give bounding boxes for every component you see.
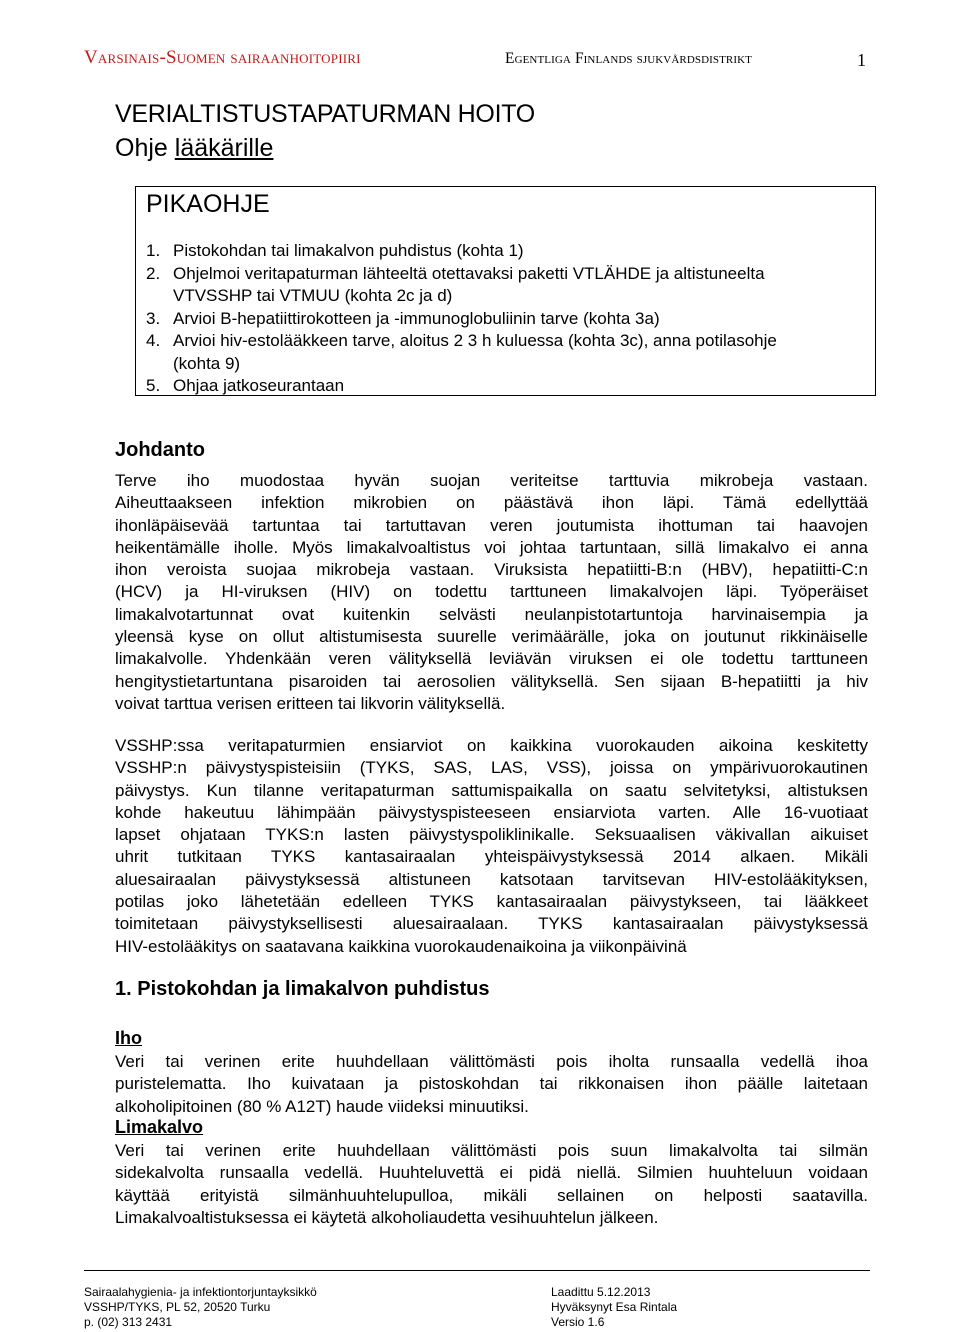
page-number: 1 [857, 50, 866, 70]
footer-divider [84, 1270, 870, 1271]
footer-version-info: Laadittu 5.12.2013 Hyväksynyt Esa Rintala Versio 1.6 [551, 1285, 678, 1329]
skin-paragraph: Veri tai verinen erite huuhdellaan välittömästi pois iholta runsaalla vedellä ihoa puristelematta. Iho kuivataan ja pistoskohdan tai rikkonaisen ihon päälle laitetaan alkoholipitoinen (80 % A12T) haude viideksi minuutiksi. [115, 1052, 868, 1116]
footer-contact: Sairaalahygienia- ja infektiontorjuntayksikkö VSSHP/TYKS, PL 52, 20520 Turku p. (02) 313 2431 [84, 1285, 317, 1329]
intro-heading: Johdanto [115, 439, 205, 461]
skin-heading: Iho [115, 1028, 142, 1048]
quick-guide-item: 3. Arvioi B-hepatiittirokotteen ja -immunoglobuliinin tarve (kohta 3a) [146, 308, 660, 328]
intro-paragraph-1: Terve iho muodostaa hyvän suojan veriteitse tarttuvia mikrobeja vastaan. Aiheuttaakseen infektion mikrobien on päästävä ihon läpi. Tämä edellyttää ihonläpäisevää tartuntaa tai tartuttavan veren joutumista ihottuman tai haavojen heikentämälle iholle. Myös limakalvoaltistus voi johtaa tartuntaan, sillä limakalvo ei anna ihon veroista suojaa mikrobeja vastaan. Viruksista hepatiitti-B:n (HBV), hepatiitti-C:n (HCV) ja HI-viruksen (HIV) on todettu tarttuneen limakalvojen läpi. Työperäiset limakalvotartunnat ovat kuitenkin selvästi neulanpistotartuntoja harvinaisempia ja yleensä kyse on ollut altistumisesta suurelle verimäärälle, joka on joutunut rikkinäiselle limakalvolle. Yhdenkään veren välityksellä leviävän viruksen ei ole todettu tarttuneen hengitystietartuntana pisaroiden tai aerosolien välityksellä. Sen sijaan B-hepatiitti ja hiv voivat tarttua verisen eritteen tai likvorin välityksellä. [115, 471, 868, 713]
subtitle-audience: lääkärille [174, 134, 274, 162]
intro-paragraph-2: VSSHP:ssa veritapaturmien ensiarviot on kaikkina vuorokauden aikoina keskitetty VSSHP:n päivystyspisteisiin (TYKS, SAS, LAS, VSS), joissa on ympärivuorokautinen päivystys. Kun tilanne veritapaturman sattumispaikalla on saatu selvitetyksi, altistuksen kohde hakeutuu lähimpään päivystyspisteeseen ensiarviota varten. Alle 16-vuotiaat lapset ohjataan TYKS:n lasten päivystyspoliklinikalle. Seksuaalisen väkivallan aikuiset uhrit tutkitaan TYKS kantasairaalan yhteispäivystyksessä 2014 alkaen. Mikäli aluesairaalan päivystyksessä altistuneen katsotaan tarvitsevan HIV-estolääkityksen, potilas joko lähetetään edelleen TYKS kantasairaalan päivystykseen, tai lääkkeet toimitetaan päivystyksellisesti aluesairaalaan. TYKS kantasairaalan päivystyksessä HIV-estolääkitys on saatavana kaikkina vuorokaudenaikoina ja viikonpäivinä [115, 736, 868, 956]
organization-header-finnish: Varsinais-Suomen sairaanhoitopiiri [84, 47, 361, 68]
quick-guide-title: PIKAOHJE [146, 190, 270, 218]
document-title: VERIALTISTUSTAPATURMAN HOITO [115, 100, 535, 128]
quick-guide-item: 5. Ohjaa jatkoseurantaan [146, 376, 345, 395]
quick-guide-item: 4. Arvioi hiv-estolääkkeen tarve, aloitus 2 3 h kuluessa (kohta 3c), anna potilasohje (kohta 9) [146, 331, 777, 373]
quick-guide-box [135, 186, 876, 396]
subtitle-prefix: Ohje [115, 134, 175, 162]
organization-header-swedish: Egentliga Finlands sjukvårdsdistrikt [505, 50, 752, 67]
quick-guide-item: 1. Pistokohdan tai limakalvon puhdistus (kohta 1) [146, 241, 524, 260]
quick-guide-item: 2. Ohjelmoi veritapaturman lähteeltä otettavaksi paketti VTLÄHDE ja altistuneelta VTVSSHP tai VTMUU (kohta 2c ja d) [146, 263, 765, 305]
section-1-heading: 1. Pistokohdan ja limakalvon puhdistus [115, 978, 490, 1000]
quick-guide-list [146, 240, 876, 398]
mucosa-heading: Limakalvo [115, 1117, 204, 1137]
mucosa-paragraph: Veri tai verinen erite huuhdellaan välittömästi pois suun limakalvolta tai silmän sidekalvolta runsaalla vedellä. Huuhteluvettä ei pidä niellä. Silmien huuhteluun voidaan käyttää erityistä silmänhuuhtelupulloa, mikäli sellainen on helposti saatavilla. Limakalvoaltistuksessa ei käytetä alkoholiaudetta vesihuuhtelun jälkeen. [115, 1141, 868, 1227]
document-subtitle [115, 134, 273, 163]
